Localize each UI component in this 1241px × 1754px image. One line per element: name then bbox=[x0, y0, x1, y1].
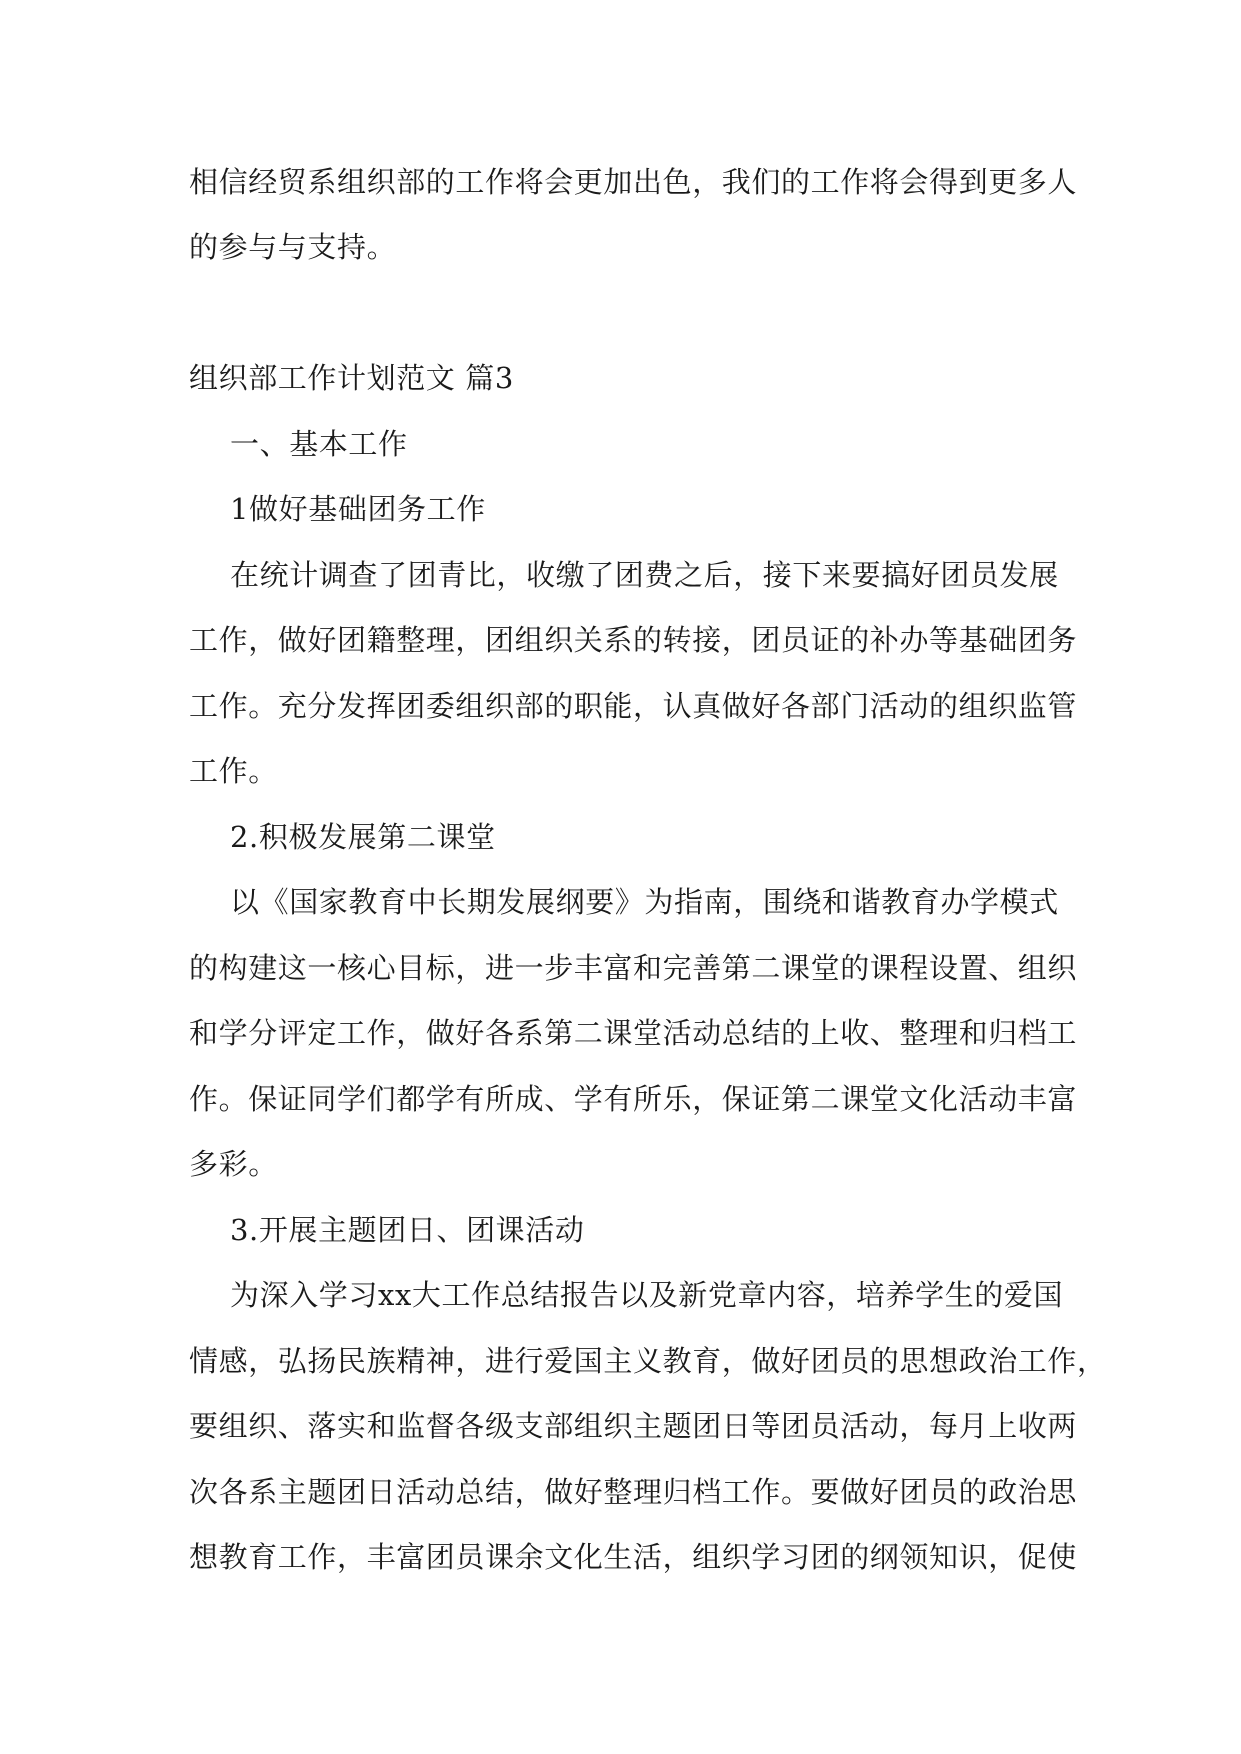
paragraph-line: 的参与与支持。 bbox=[189, 230, 397, 264]
item-heading: 2.积极发展第二课堂 bbox=[230, 820, 496, 854]
paragraph-line: 次各系主题团日活动总结，做好整理归档工作。要做好团员的政治思 bbox=[189, 1475, 1078, 1509]
paragraph-line: 工作。 bbox=[189, 754, 278, 788]
paragraph-line: 多彩。 bbox=[189, 1147, 278, 1181]
paragraph-line: 相信经贸系组织部的工作将会更加出色，我们的工作将会得到更多人 bbox=[189, 165, 1078, 199]
paragraph-line: 的构建这一核心目标，进一步丰富和完善第二课堂的课程设置、组织 bbox=[189, 951, 1078, 985]
paragraph-line: 为深入学习xx大工作总结报告以及新党章内容，培养学生的爱国 bbox=[230, 1278, 1064, 1312]
paragraph-line: 想教育工作，丰富团员课余文化生活，组织学习团的纲领知识，促使 bbox=[189, 1540, 1078, 1574]
paragraph-line: 情感，弘扬民族精神，进行爱国主义教育，做好团员的思想政治工作， bbox=[189, 1344, 1107, 1378]
paragraph-line: 和学分评定工作，做好各系第二课堂活动总结的上收、整理和归档工 bbox=[189, 1016, 1078, 1050]
paragraph-line: 工作，做好团籍整理，团组织关系的转接，团员证的补办等基础团务 bbox=[189, 623, 1078, 657]
subsection-heading: 一、基本工作 bbox=[230, 427, 408, 461]
paragraph-line: 在统计调查了团青比，收缴了团费之后，接下来要搞好团员发展 bbox=[230, 558, 1059, 592]
section-heading: 组织部工作计划范文 篇3 bbox=[189, 361, 514, 395]
item-heading: 3.开展主题团日、团课活动 bbox=[230, 1213, 585, 1247]
paragraph-line: 要组织、落实和监督各级支部组织主题团日等团员活动，每月上收两 bbox=[189, 1409, 1078, 1443]
paragraph-line: 以《国家教育中长期发展纲要》为指南，围绕和谐教育办学模式 bbox=[230, 885, 1059, 919]
paragraph-line: 作。保证同学们都学有所成、学有所乐，保证第二课堂文化活动丰富 bbox=[189, 1082, 1078, 1116]
paragraph-line: 工作。充分发挥团委组织部的职能，认真做好各部门活动的组织监管 bbox=[189, 689, 1078, 723]
item-heading: 1做好基础团务工作 bbox=[230, 492, 486, 526]
